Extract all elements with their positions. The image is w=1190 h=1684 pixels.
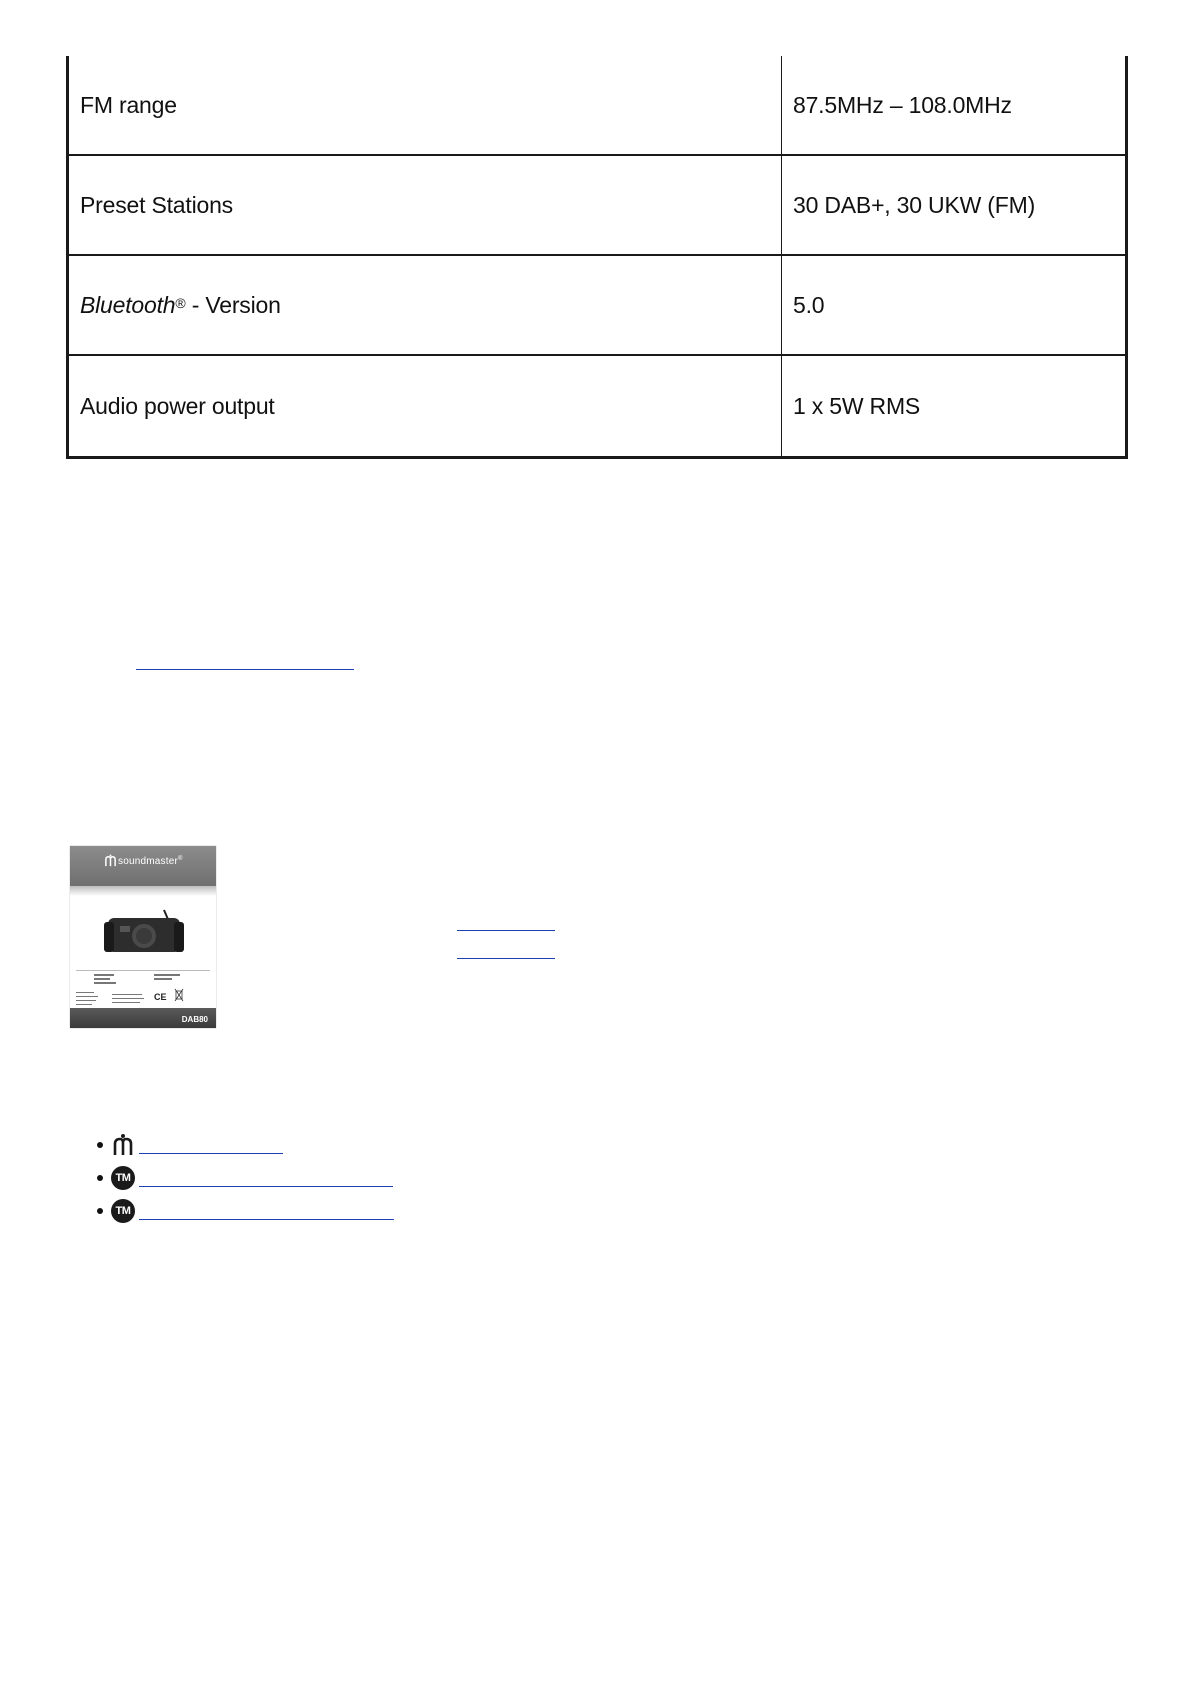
spec-value: 87.5MHz – 108.0MHz [793,91,1012,118]
bullet [97,1142,103,1148]
cover-text-line [94,982,116,984]
cover-rule [76,970,210,971]
tm-icon: TM [111,1199,135,1223]
table-row [69,56,1125,156]
manual-link[interactable] [136,669,354,670]
spec-label [69,256,782,354]
ce-mark: CE [154,992,167,1002]
cover-text-line [94,974,114,976]
related-link[interactable] [139,1186,393,1187]
cover-text-line [154,974,180,976]
list-item [97,1194,394,1227]
cover-text-line [112,1002,140,1003]
cover-text-line [94,978,110,980]
cover-text-line [76,996,98,997]
weee-bin-icon [174,988,184,1002]
manual-cover-thumbnail[interactable] [70,846,216,1028]
bullet [97,1175,103,1181]
cover-text-line [154,978,172,980]
cover-text-line [76,1000,96,1001]
cover-text-line [76,992,94,993]
download-link[interactable] [457,930,555,931]
soundmaster-logo-icon [104,854,117,867]
cover-brand: soundmaster® [118,856,183,867]
cover-model: DAB80 [181,1015,208,1024]
bullet [97,1208,103,1214]
related-links-list [97,1128,394,1227]
spec-label: Preset Stations [69,156,782,254]
table-row [69,156,1125,256]
cover-text-line [76,1004,92,1005]
cover-text-line [112,994,142,995]
cover-text-line [112,998,144,999]
radio-image [102,908,186,956]
spec-label: Audio power output [69,356,782,456]
table-row [69,256,1125,356]
soundmaster-logo-icon [111,1133,135,1157]
spec-value: 30 DAB+, 30 UKW (FM) [793,191,1036,218]
bluetooth-label: Bluetooth [80,291,176,318]
table-row [69,356,1125,456]
list-item [97,1128,394,1161]
spec-value: 1 x 5W RMS [793,392,921,419]
related-link[interactable] [139,1219,394,1220]
list-item [97,1161,394,1194]
specifications-table [66,56,1128,459]
version-label: - Version [185,291,281,318]
registered-mark: ® [175,295,186,311]
download-link[interactable] [457,958,555,959]
spec-label: FM range [69,56,782,154]
spec-value: 5.0 [793,291,825,318]
cover-band [70,886,216,896]
related-link[interactable] [139,1153,283,1154]
tm-icon: TM [111,1166,135,1190]
